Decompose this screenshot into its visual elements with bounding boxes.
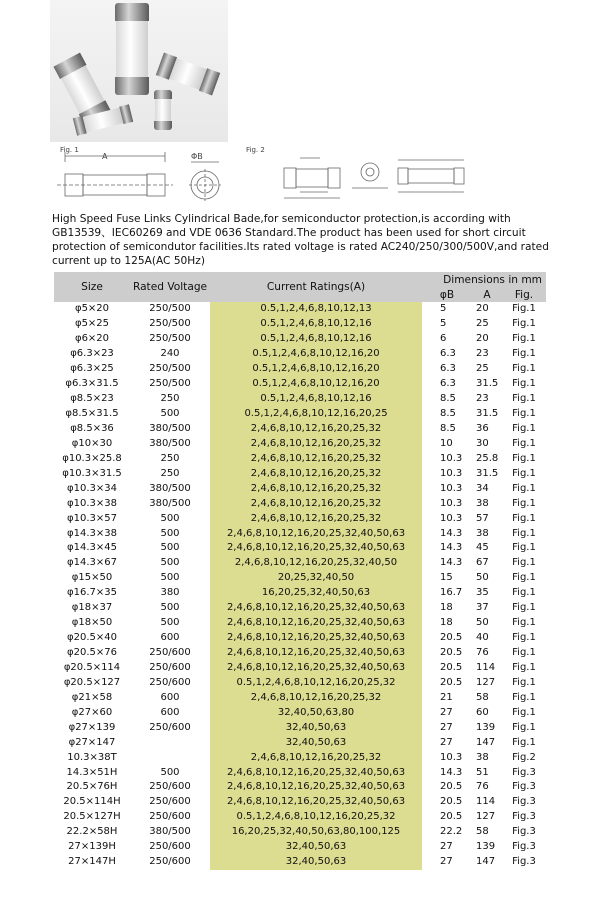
cell-size: 20.5×114H	[63, 796, 121, 808]
cell-current-ratings: 16,20,25,32,40,50,63,80,100,125	[210, 825, 422, 840]
table-row	[54, 616, 546, 631]
cell-a: 127	[476, 811, 496, 823]
product-photo	[50, 0, 228, 142]
cell-rated-voltage: 250/600	[149, 661, 191, 673]
cell-rated-voltage: 380	[160, 587, 180, 599]
intro-text: High Speed Fuse Links Cylindrical Bade,for semiconductor protection,is according with GB13539、IEC60269 and VDE 0636 Standard.The product has been used for short circuit protection of semicondutor facilities.Its rated voltage is rated AC240/250/300/500V,and rated current up to 125A(AC 50Hz)	[52, 213, 549, 267]
cell-size: φ6.3×31.5	[65, 378, 119, 390]
cell-phib: 27	[440, 856, 453, 868]
table-row	[54, 571, 546, 586]
cell-current-ratings: 0.5,1,2,4,6,8,10,12,16	[210, 332, 422, 347]
cell-current-ratings: 2,4,6,8,10,12,16,20,25,32,40,50,63	[210, 631, 422, 646]
cell-a: 76	[476, 781, 489, 793]
cell-a: 67	[476, 557, 489, 569]
cell-rated-voltage: 250/600	[149, 676, 191, 688]
cell-current-ratings: 32,40,50,63	[210, 840, 422, 855]
table-row	[54, 765, 546, 780]
cell-size: φ6.3×23	[70, 348, 114, 360]
cell-rated-voltage: 250/500	[149, 363, 191, 375]
cell-size: φ18×50	[71, 617, 113, 629]
table-row	[54, 511, 546, 526]
cell-current-ratings: 0.5,1,2,4,6,8,10,12,16,20,25	[210, 407, 422, 422]
table-row	[54, 705, 546, 720]
cell-fig: Fig.1	[512, 437, 536, 449]
cell-size: φ14.3×67	[67, 557, 117, 569]
cell-a: 114	[476, 661, 496, 673]
cell-phib: 10	[440, 437, 453, 449]
cell-fig: Fig.1	[512, 542, 536, 554]
cell-a: 114	[476, 796, 496, 808]
cell-a: 139	[476, 721, 496, 733]
cell-size: 20.5×76H	[66, 781, 118, 793]
cell-current-ratings: 2,4,6,8,10,12,16,20,25,32	[210, 451, 422, 466]
cell-size: φ18×37	[71, 602, 113, 614]
cell-size: φ8.5×23	[70, 393, 114, 405]
cell-size: 27×139H	[68, 841, 116, 853]
cell-phib: 8.5	[440, 422, 456, 434]
table-row	[54, 317, 546, 332]
cell-size: φ10.3×38	[67, 497, 117, 509]
cell-fig: Fig.1	[512, 647, 536, 659]
header-dimensions: Dimensions in mm	[422, 272, 546, 287]
cell-current-ratings: 2,4,6,8,10,12,16,20,25,32,40,50,63	[210, 601, 422, 616]
cell-current-ratings: 0.5,1,2,4,6,8,10,12,16,20,25,32	[210, 675, 422, 690]
cell-fig: Fig.1	[512, 467, 536, 479]
table-row	[54, 586, 546, 601]
cell-phib: 14.3	[440, 542, 463, 554]
cell-rated-voltage: 500	[160, 617, 180, 629]
table-row	[54, 451, 546, 466]
cell-phib: 10.3	[440, 512, 463, 524]
cell-size: φ15×50	[71, 572, 113, 584]
cell-phib: 18	[440, 617, 453, 629]
cell-a: 37	[476, 602, 489, 614]
cell-rated-voltage: 500	[160, 602, 180, 614]
cell-size: φ27×147	[68, 736, 116, 748]
cell-a: 25.8	[476, 452, 499, 464]
fig1-drawing	[55, 148, 245, 208]
table-header-row	[54, 272, 546, 287]
cell-rated-voltage: 250/600	[149, 781, 191, 793]
cell-rated-voltage: 380/500	[149, 497, 191, 509]
table-row	[54, 407, 546, 422]
header-phib: φB	[422, 287, 472, 302]
cell-phib: 20.5	[440, 661, 463, 673]
cell-rated-voltage: 380/500	[149, 422, 191, 434]
table-row	[54, 735, 546, 750]
cell-current-ratings: 2,4,6,8,10,12,16,20,25,32	[210, 481, 422, 496]
cell-fig: Fig.1	[512, 378, 536, 390]
cell-current-ratings: 2,4,6,8,10,12,16,20,25,32	[210, 511, 422, 526]
table-row	[54, 810, 546, 825]
cell-rated-voltage: 380/500	[149, 826, 191, 838]
cell-size: φ20.5×127	[63, 676, 121, 688]
cell-size: φ10×30	[71, 437, 113, 449]
cell-rated-voltage: 240	[160, 348, 180, 360]
cell-fig: Fig.3	[512, 826, 536, 838]
cell-phib: 14.3	[440, 527, 463, 539]
cell-current-ratings: 2,4,6,8,10,12,16,20,25,32,40,50,63	[210, 646, 422, 661]
table-row	[54, 556, 546, 571]
cell-phib: 16.7	[440, 587, 463, 599]
cell-phib: 8.5	[440, 393, 456, 405]
cell-phib: 21	[440, 691, 453, 703]
cell-a: 25	[476, 318, 489, 330]
cell-rated-voltage: 250/600	[149, 647, 191, 659]
table-row	[54, 466, 546, 481]
table-row	[54, 675, 546, 690]
cell-a: 147	[476, 856, 496, 868]
table-row	[54, 825, 546, 840]
cell-a: 38	[476, 497, 489, 509]
cell-a: 60	[476, 706, 489, 718]
cell-fig: Fig.1	[512, 602, 536, 614]
cell-size: φ14.3×38	[67, 527, 117, 539]
cell-rated-voltage: 380/500	[149, 437, 191, 449]
cell-current-ratings: 2,4,6,8,10,12,16,20,25,32,40,50,63	[210, 616, 422, 631]
table-row	[54, 750, 546, 765]
cell-size: φ10.3×31.5	[62, 467, 122, 479]
header-a: A	[472, 287, 502, 302]
cell-current-ratings: 2,4,6,8,10,12,16,20,25,32	[210, 436, 422, 451]
cell-phib: 22.2	[440, 826, 463, 838]
cell-rated-voltage: 250/600	[149, 811, 191, 823]
cell-current-ratings: 16,20,25,32,40,50,63	[210, 586, 422, 601]
cell-current-ratings: 2,4,6,8,10,12,16,20,25,32,40,50,63	[210, 765, 422, 780]
cell-size: φ10.3×25.8	[62, 452, 122, 464]
fig2-label: Fig. 2	[246, 146, 265, 154]
cell-current-ratings: 2,4,6,8,10,12,16,20,25,32	[210, 466, 422, 481]
cell-a: 127	[476, 676, 496, 688]
cell-phib: 27	[440, 721, 453, 733]
cell-current-ratings: 2,4,6,8,10,12,16,20,25,32	[210, 496, 422, 511]
table-row	[54, 780, 546, 795]
cell-fig: Fig.1	[512, 572, 536, 584]
cell-fig: Fig.1	[512, 632, 536, 644]
cell-current-ratings: 0.5,1,2,4,6,8,10,12,16,20	[210, 377, 422, 392]
cell-rated-voltage: 250	[160, 467, 180, 479]
cell-current-ratings: 32,40,50,63	[210, 855, 422, 870]
table-row	[54, 601, 546, 616]
cell-rated-voltage: 500	[160, 557, 180, 569]
cell-a: 31.5	[476, 467, 499, 479]
cell-fig: Fig.1	[512, 617, 536, 629]
cell-a: 40	[476, 632, 489, 644]
cell-a: 50	[476, 572, 489, 584]
table-row	[54, 795, 546, 810]
cell-a: 20	[476, 303, 489, 315]
cell-a: 23	[476, 393, 489, 405]
cell-current-ratings: 2,4,6,8,10,12,16,20,25,32,40,50,63	[210, 795, 422, 810]
cell-fig: Fig.1	[512, 303, 536, 315]
cell-rated-voltage: 500	[160, 512, 180, 524]
cell-rated-voltage: 600	[160, 632, 180, 644]
cell-size: φ21×58	[71, 691, 113, 703]
table-row	[54, 302, 546, 317]
cell-fig: Fig.1	[512, 706, 536, 718]
cell-phib: 20.5	[440, 811, 463, 823]
cell-fig: Fig.1	[512, 527, 536, 539]
cell-phib: 6.3	[440, 378, 456, 390]
cell-size: φ20.5×76	[67, 647, 117, 659]
cell-rated-voltage: 250	[160, 452, 180, 464]
cell-size: φ6×20	[74, 333, 110, 345]
cell-a: 45	[476, 542, 489, 554]
cell-phib: 10.3	[440, 751, 463, 763]
cell-size: φ16.7×35	[67, 587, 117, 599]
cell-phib: 27	[440, 841, 453, 853]
cell-fig: Fig.1	[512, 497, 536, 509]
cell-a: 38	[476, 751, 489, 763]
table-row	[54, 526, 546, 541]
cell-fig: Fig.3	[512, 856, 536, 868]
cell-rated-voltage: 500	[160, 408, 180, 420]
cell-current-ratings: 2,4,6,8,10,12,16,20,25,32,40,50,63	[210, 541, 422, 556]
cell-size: 10.3×38T	[67, 751, 117, 763]
cell-fig: Fig.3	[512, 841, 536, 853]
cell-size: φ10.3×57	[67, 512, 117, 524]
cell-fig: Fig.1	[512, 363, 536, 375]
cell-size: φ20.5×114	[63, 661, 121, 673]
cell-rated-voltage: 380/500	[149, 482, 191, 494]
cell-fig: Fig.3	[512, 796, 536, 808]
cell-current-ratings: 32,40,50,63,80	[210, 705, 422, 720]
fuse-spec-table	[54, 272, 546, 870]
table-row	[54, 392, 546, 407]
table-row	[54, 690, 546, 705]
cell-phib: 8.5	[440, 408, 456, 420]
dimension-phib-label: ΦB	[191, 152, 203, 161]
cell-size: φ27×139	[68, 721, 116, 733]
cell-size: φ5×20	[74, 303, 110, 315]
cell-rated-voltage: 250/600	[149, 721, 191, 733]
cell-a: 51	[476, 766, 489, 778]
cell-rated-voltage: 600	[160, 706, 180, 718]
cell-size: φ14.3×45	[67, 542, 117, 554]
cell-phib: 10.3	[440, 497, 463, 509]
cell-rated-voltage	[130, 735, 210, 750]
cell-rated-voltage	[130, 750, 210, 765]
table-row	[54, 362, 546, 377]
cell-current-ratings: 2,4,6,8,10,12,16,20,25,32	[210, 750, 422, 765]
cell-phib: 27	[440, 706, 453, 718]
cell-fig: Fig.3	[512, 811, 536, 823]
table-row	[54, 840, 546, 855]
cell-phib: 20.5	[440, 676, 463, 688]
table-row	[54, 377, 546, 392]
cell-size: 22.2×58H	[66, 826, 118, 838]
cell-size: φ6.3×25	[70, 363, 114, 375]
cell-size: φ8.5×36	[70, 422, 114, 434]
cell-size: 27×147H	[68, 856, 116, 868]
cell-a: 38	[476, 527, 489, 539]
cell-rated-voltage: 250/500	[149, 378, 191, 390]
cell-fig: Fig.3	[512, 766, 536, 778]
table-row	[54, 481, 546, 496]
cell-fig: Fig.1	[512, 408, 536, 420]
cell-current-ratings: 0.5,1,2,4,6,8,10,12,16,20,25,32	[210, 810, 422, 825]
cell-phib: 27	[440, 736, 453, 748]
cell-phib: 15	[440, 572, 453, 584]
cell-current-ratings: 0.5,1,2,4,6,8,10,12,13	[210, 302, 422, 317]
cell-phib: 20.5	[440, 796, 463, 808]
header-current-ratings: Current Ratings(A)	[210, 272, 422, 302]
cell-a: 31.5	[476, 408, 499, 420]
cell-size: φ5×25	[74, 318, 110, 330]
cell-phib: 5	[440, 303, 447, 315]
table-row	[54, 661, 546, 676]
cell-a: 57	[476, 512, 489, 524]
cell-rated-voltage: 600	[160, 691, 180, 703]
cell-a: 139	[476, 841, 496, 853]
cell-current-ratings: 0.5,1,2,4,6,8,10,12,16,20	[210, 362, 422, 377]
table-row	[54, 332, 546, 347]
cell-current-ratings: 2,4,6,8,10,12,16,20,25,32,40,50,63	[210, 780, 422, 795]
cell-phib: 6.3	[440, 348, 456, 360]
cell-fig: Fig.1	[512, 333, 536, 345]
cell-a: 20	[476, 333, 489, 345]
cell-fig: Fig.1	[512, 318, 536, 330]
table-row	[54, 422, 546, 437]
fig1-label: Fig. 1	[60, 146, 79, 154]
cell-size: 20.5×127H	[63, 811, 121, 823]
cell-fig: Fig.1	[512, 721, 536, 733]
cell-fig: Fig.1	[512, 691, 536, 703]
cell-phib: 18	[440, 602, 453, 614]
table-row	[54, 347, 546, 362]
table-row	[54, 541, 546, 556]
cell-rated-voltage: 250/500	[149, 333, 191, 345]
cell-fig: Fig.1	[512, 661, 536, 673]
header-size: Size	[54, 272, 130, 302]
cell-size: 14.3×51H	[66, 766, 118, 778]
cell-a: 58	[476, 826, 489, 838]
cell-phib: 20.5	[440, 647, 463, 659]
cell-a: 25	[476, 363, 489, 375]
table-row	[54, 855, 546, 870]
table-row	[54, 720, 546, 735]
cell-fig: Fig.1	[512, 482, 536, 494]
cell-current-ratings: 0.5,1,2,4,6,8,10,12,16,20	[210, 347, 422, 362]
cell-fig: Fig.1	[512, 452, 536, 464]
header-rated-voltage: Rated Voltage	[130, 272, 210, 302]
cell-phib: 6.3	[440, 363, 456, 375]
cell-size: φ20.5×40	[67, 632, 117, 644]
cell-current-ratings: 32,40,50,63	[210, 720, 422, 735]
cell-phib: 10.3	[440, 482, 463, 494]
cell-phib: 5	[440, 318, 447, 330]
cell-current-ratings: 2,4,6,8,10,12,16,20,25,32,40,50,63	[210, 526, 422, 541]
cell-current-ratings: 0.5,1,2,4,6,8,10,12,16	[210, 392, 422, 407]
cell-a: 58	[476, 691, 489, 703]
cell-phib: 14.3	[440, 557, 463, 569]
cell-phib: 10.3	[440, 452, 463, 464]
cell-fig: Fig.1	[512, 676, 536, 688]
cell-fig: Fig.1	[512, 348, 536, 360]
cell-fig: Fig.2	[512, 751, 536, 763]
cell-rated-voltage: 250/600	[149, 856, 191, 868]
cell-rated-voltage: 250/500	[149, 318, 191, 330]
cell-phib: 6	[440, 333, 447, 345]
cell-current-ratings: 20,25,32,40,50	[210, 571, 422, 586]
cell-current-ratings: 2,4,6,8,10,12,16,20,25,32	[210, 690, 422, 705]
table-body	[54, 302, 546, 870]
cell-phib: 20.5	[440, 781, 463, 793]
header-fig: Fig.	[502, 287, 546, 302]
cell-a: 23	[476, 348, 489, 360]
cell-rated-voltage: 250/600	[149, 796, 191, 808]
cell-a: 30	[476, 437, 489, 449]
cell-rated-voltage: 500	[160, 766, 180, 778]
fig2-drawing	[270, 148, 470, 208]
cell-rated-voltage: 500	[160, 542, 180, 554]
cell-a: 50	[476, 617, 489, 629]
cell-size: φ8.5×31.5	[65, 408, 119, 420]
cell-fig: Fig.1	[512, 736, 536, 748]
cell-rated-voltage: 250/500	[149, 303, 191, 315]
cell-a: 34	[476, 482, 489, 494]
cell-phib: 14.3	[440, 766, 463, 778]
cell-a: 147	[476, 736, 496, 748]
table-row	[54, 646, 546, 661]
cell-current-ratings: 2,4,6,8,10,12,16,20,25,32,40,50	[210, 556, 422, 571]
cell-current-ratings: 2,4,6,8,10,12,16,20,25,32,40,50,63	[210, 661, 422, 676]
cell-a: 36	[476, 422, 489, 434]
cell-a: 31.5	[476, 378, 499, 390]
dimension-a-label: A	[102, 152, 108, 161]
cell-fig: Fig.1	[512, 557, 536, 569]
fuse-image-small	[154, 90, 172, 130]
cell-fig: Fig.1	[512, 422, 536, 434]
cell-fig: Fig.3	[512, 781, 536, 793]
cell-fig: Fig.1	[512, 512, 536, 524]
cell-current-ratings: 2,4,6,8,10,12,16,20,25,32	[210, 422, 422, 437]
fuse-image-large	[115, 3, 149, 95]
cell-fig: Fig.1	[512, 587, 536, 599]
cell-rated-voltage: 500	[160, 527, 180, 539]
table-row	[54, 436, 546, 451]
cell-size: φ27×60	[71, 706, 113, 718]
cell-a: 35	[476, 587, 489, 599]
table-row	[54, 631, 546, 646]
table-row	[54, 496, 546, 511]
cell-rated-voltage: 250	[160, 393, 180, 405]
cell-phib: 20.5	[440, 632, 463, 644]
cell-phib: 10.3	[440, 467, 463, 479]
cell-a: 76	[476, 647, 489, 659]
cell-rated-voltage: 500	[160, 572, 180, 584]
cell-current-ratings: 0.5,1,2,4,6,8,10,12,16	[210, 317, 422, 332]
cell-fig: Fig.1	[512, 393, 536, 405]
cell-size: φ10.3×34	[67, 482, 117, 494]
cell-current-ratings: 32,40,50,63	[210, 735, 422, 750]
cell-rated-voltage: 250/600	[149, 841, 191, 853]
